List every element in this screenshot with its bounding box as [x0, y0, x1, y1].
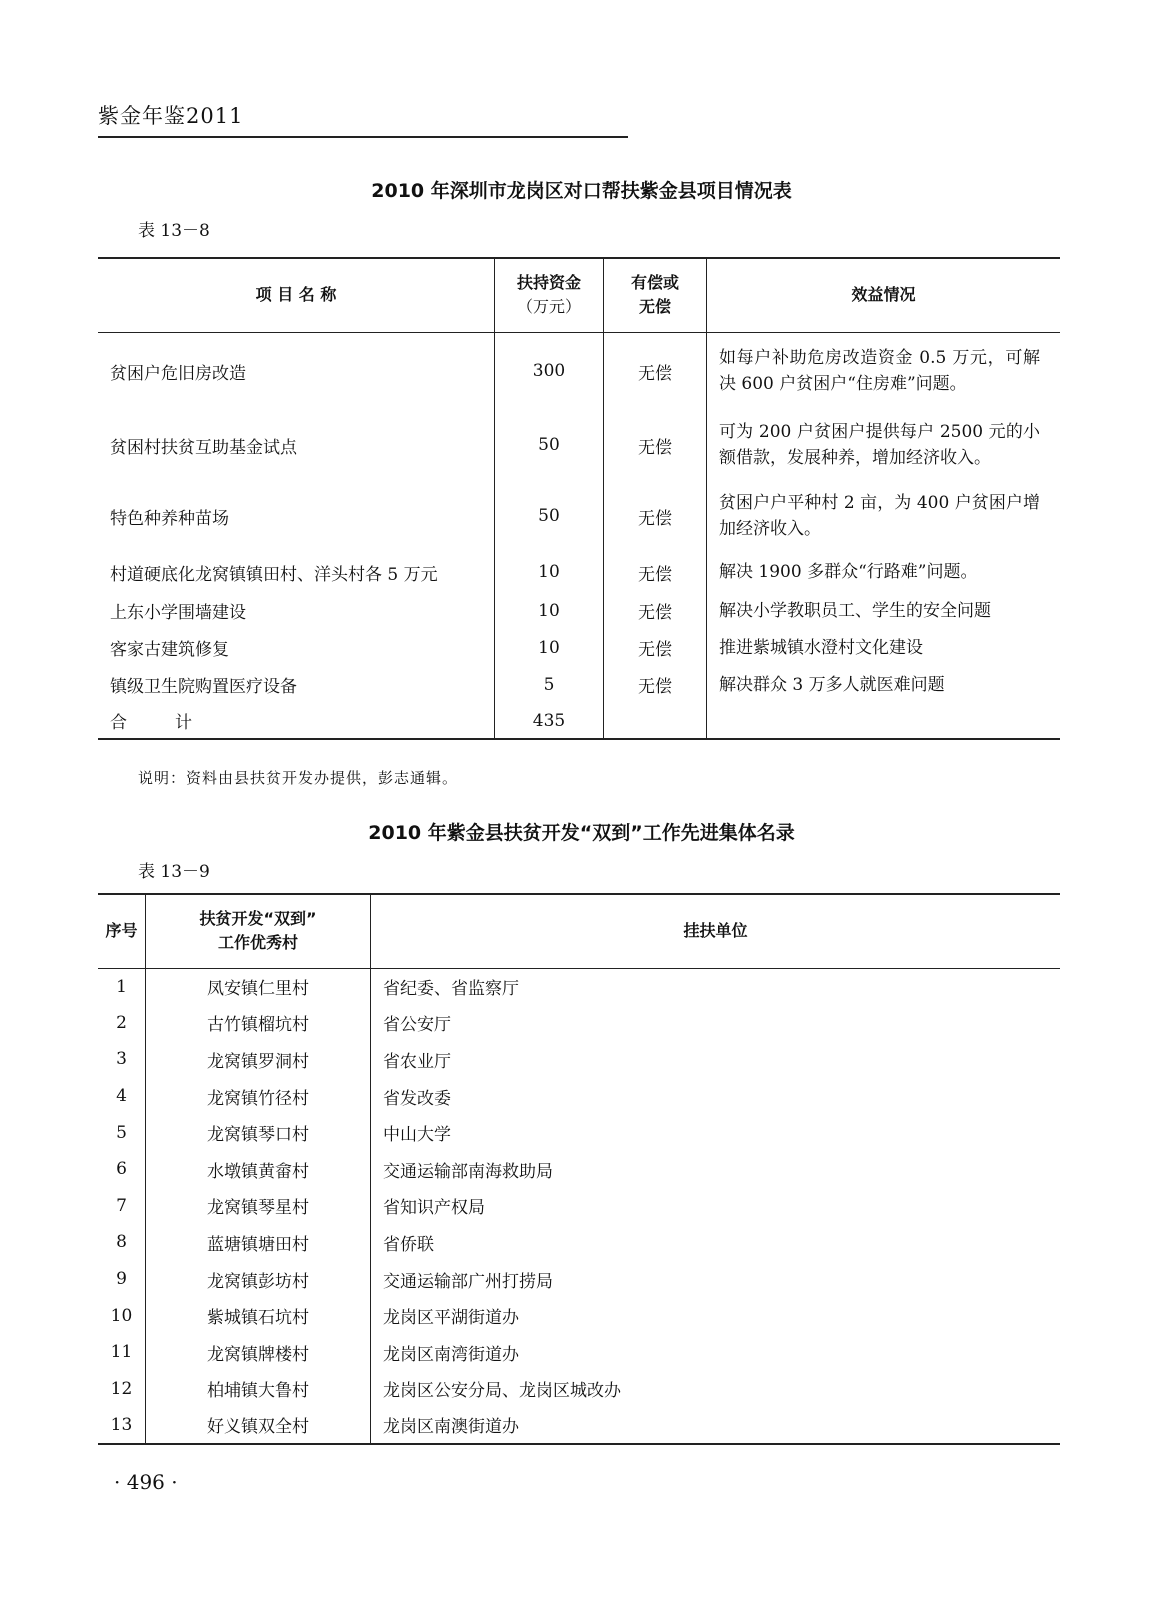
table1-number: 表 13－8: [138, 221, 210, 241]
total-label: [98, 703, 495, 739]
row-village: 紫城镇石坑村: [146, 1297, 371, 1334]
row-no: 10: [110, 1305, 133, 1326]
row-unit: 省纪委、省监察厅: [371, 968, 1061, 1005]
header-no: 序号: [98, 894, 146, 968]
project-benefit: 解决群众 3 万多人就医难问题: [707, 666, 1061, 703]
header-funds: [495, 258, 604, 332]
row-no: 12: [110, 1378, 133, 1399]
row-unit: 省知识产权局: [371, 1188, 1061, 1225]
project-benefit: 如每户补助危房改造资金 0.5 万元，可解决 600 户贫困户“住房难”问题。: [707, 332, 1061, 410]
project-table: [98, 257, 1060, 740]
row-village: 好义镇双全村: [146, 1407, 371, 1444]
table-row: [98, 629, 1060, 666]
table-row: [98, 552, 1060, 592]
table-row: [98, 410, 1060, 480]
row-village: 蓝塘镇塘田村: [146, 1224, 371, 1261]
table2-number: 表 13－9: [138, 862, 210, 882]
project-funds: 10: [495, 592, 604, 629]
running-header-text: 紫金年鉴2011: [98, 104, 244, 128]
project-benefit: 贫困户户平种村 2 亩，为 400 户贫困户增加经济收入。: [707, 480, 1061, 552]
total-label-he: 合: [110, 713, 127, 733]
header-unit: 挂扶单位: [371, 894, 1061, 968]
table-row: [98, 1297, 1060, 1334]
table-row: [98, 1407, 1060, 1444]
header-paid-line1: 有偿或: [630, 273, 679, 293]
page-number: · 496 ·: [114, 1470, 178, 1494]
total-funds: 435: [495, 703, 604, 739]
project-name: 贫困村扶贫互助基金试点: [110, 437, 297, 458]
project-paid: 无偿: [604, 592, 707, 629]
row-unit: 省发改委: [371, 1078, 1061, 1115]
table-row: [98, 1261, 1060, 1298]
total-paid-empty: [604, 703, 707, 739]
project-funds: 300: [495, 332, 604, 410]
project-name: 上东小学围墙建设: [110, 603, 246, 623]
table-row: [98, 1078, 1060, 1115]
row-unit: 省公安厅: [371, 1005, 1061, 1042]
row-unit: 龙岗区公安分局、龙岗区城改办: [371, 1371, 1061, 1408]
row-village: 龙窝镇琴口村: [146, 1114, 371, 1151]
project-paid: 无偿: [604, 666, 707, 703]
table-row: [98, 1224, 1060, 1261]
table1-note: 说明：资料由县扶贫开发办提供，彭志通辑。: [138, 769, 459, 787]
row-unit: 龙岗区平湖街道办: [371, 1297, 1061, 1334]
row-unit: 中山大学: [371, 1114, 1061, 1151]
project-paid: 无偿: [604, 480, 707, 552]
row-no: 1: [116, 976, 127, 997]
row-village: 古竹镇榴坑村: [146, 1005, 371, 1042]
total-row: [98, 703, 1060, 739]
project-name: 贫困户危旧房改造: [110, 363, 246, 384]
table-row: [98, 480, 1060, 552]
table-row: [98, 1114, 1060, 1151]
table2-title: 2010 年紫金县扶贫开发“双到”工作先进集体名录: [368, 822, 795, 844]
table-row: [98, 592, 1060, 629]
table-row: [98, 1041, 1060, 1078]
row-village: 龙窝镇琴星村: [146, 1188, 371, 1225]
table-row: [98, 1151, 1060, 1188]
row-village: 柏埔镇大鲁村: [146, 1371, 371, 1408]
project-funds: 5: [495, 666, 604, 703]
row-unit: 龙岗区南湾街道办: [371, 1334, 1061, 1371]
row-village: 龙窝镇彭坊村: [146, 1261, 371, 1298]
project-name: 镇级卫生院购置医疗设备: [110, 677, 297, 697]
collective-table: [98, 893, 1060, 1445]
collective-table-body: [98, 968, 1060, 1444]
project-name: 特色种养种苗场: [110, 508, 229, 529]
project-funds: 10: [495, 552, 604, 592]
table-row: [98, 1188, 1060, 1225]
row-village: 凤安镇仁里村: [146, 968, 371, 1005]
running-header: [98, 100, 628, 130]
table-header-row: [98, 258, 1060, 332]
table-row: [98, 666, 1060, 703]
table-row: [98, 332, 1060, 410]
row-no: 2: [116, 1012, 127, 1033]
header-village: [146, 894, 371, 968]
header-village-line2: 工作优秀村: [217, 933, 298, 953]
row-village: 水墩镇黄畲村: [146, 1151, 371, 1188]
row-no: 4: [116, 1086, 127, 1107]
row-unit: 龙岗区南澳街道办: [371, 1407, 1061, 1444]
header-funds-line1: 扶持资金: [516, 273, 581, 293]
header-paid-line2: 无偿: [638, 297, 671, 317]
table-row: [98, 1334, 1060, 1371]
project-paid: 无偿: [604, 410, 707, 480]
project-benefit: 解决小学教职员工、学生的安全问题: [707, 592, 1061, 629]
table-row: [98, 1371, 1060, 1408]
project-name: 村道硬底化龙窝镇镇田村、洋头村各 5 万元: [110, 564, 438, 585]
row-village: 龙窝镇罗洞村: [146, 1041, 371, 1078]
project-benefit: 解决 1900 多群众“行路难”问题。: [707, 552, 1061, 592]
project-funds: 50: [495, 410, 604, 480]
row-no: 5: [116, 1122, 127, 1143]
project-funds: 10: [495, 629, 604, 666]
project-paid: 无偿: [604, 552, 707, 592]
row-no: 13: [110, 1414, 133, 1435]
row-unit: 省农业厅: [371, 1041, 1061, 1078]
project-benefit: 可为 200 户贫困户提供每户 2500 元的小额借款，发展种养，增加经济收入。: [707, 410, 1061, 480]
row-no: 8: [116, 1232, 127, 1253]
header-funds-line2: （万元）: [516, 297, 581, 317]
row-no: 7: [116, 1195, 127, 1216]
row-unit: 交通运输部南海救助局: [371, 1151, 1061, 1188]
table-row: [98, 968, 1060, 1005]
row-no: 9: [116, 1269, 127, 1290]
row-village: 龙窝镇竹径村: [146, 1078, 371, 1115]
header-benefit: 效益情况: [707, 258, 1061, 332]
row-unit: 交通运输部广州打捞局: [371, 1261, 1061, 1298]
row-no: 3: [116, 1049, 127, 1070]
total-label-ji: 计: [175, 713, 192, 733]
project-paid: 无偿: [604, 629, 707, 666]
project-funds: 50: [495, 480, 604, 552]
project-paid: 无偿: [604, 332, 707, 410]
header-project-name: 项 目 名 称: [98, 258, 495, 332]
project-name: 客家古建筑修复: [110, 640, 229, 660]
row-village: 龙窝镇牌楼村: [146, 1334, 371, 1371]
header-rule: [98, 136, 628, 138]
row-no: 11: [110, 1342, 133, 1363]
header-paid: [604, 258, 707, 332]
table-row: [98, 1005, 1060, 1042]
row-unit: 省侨联: [371, 1224, 1061, 1261]
table-header-row: [98, 894, 1060, 968]
header-village-line1: 扶贫开发“双到”: [199, 909, 317, 929]
table1-title: 2010 年深圳市龙岗区对口帮扶紫金县项目情况表: [371, 180, 792, 202]
row-no: 6: [116, 1159, 127, 1180]
project-benefit: 推进紫城镇水澄村文化建设: [707, 629, 1061, 666]
total-benefit-empty: [707, 703, 1061, 739]
